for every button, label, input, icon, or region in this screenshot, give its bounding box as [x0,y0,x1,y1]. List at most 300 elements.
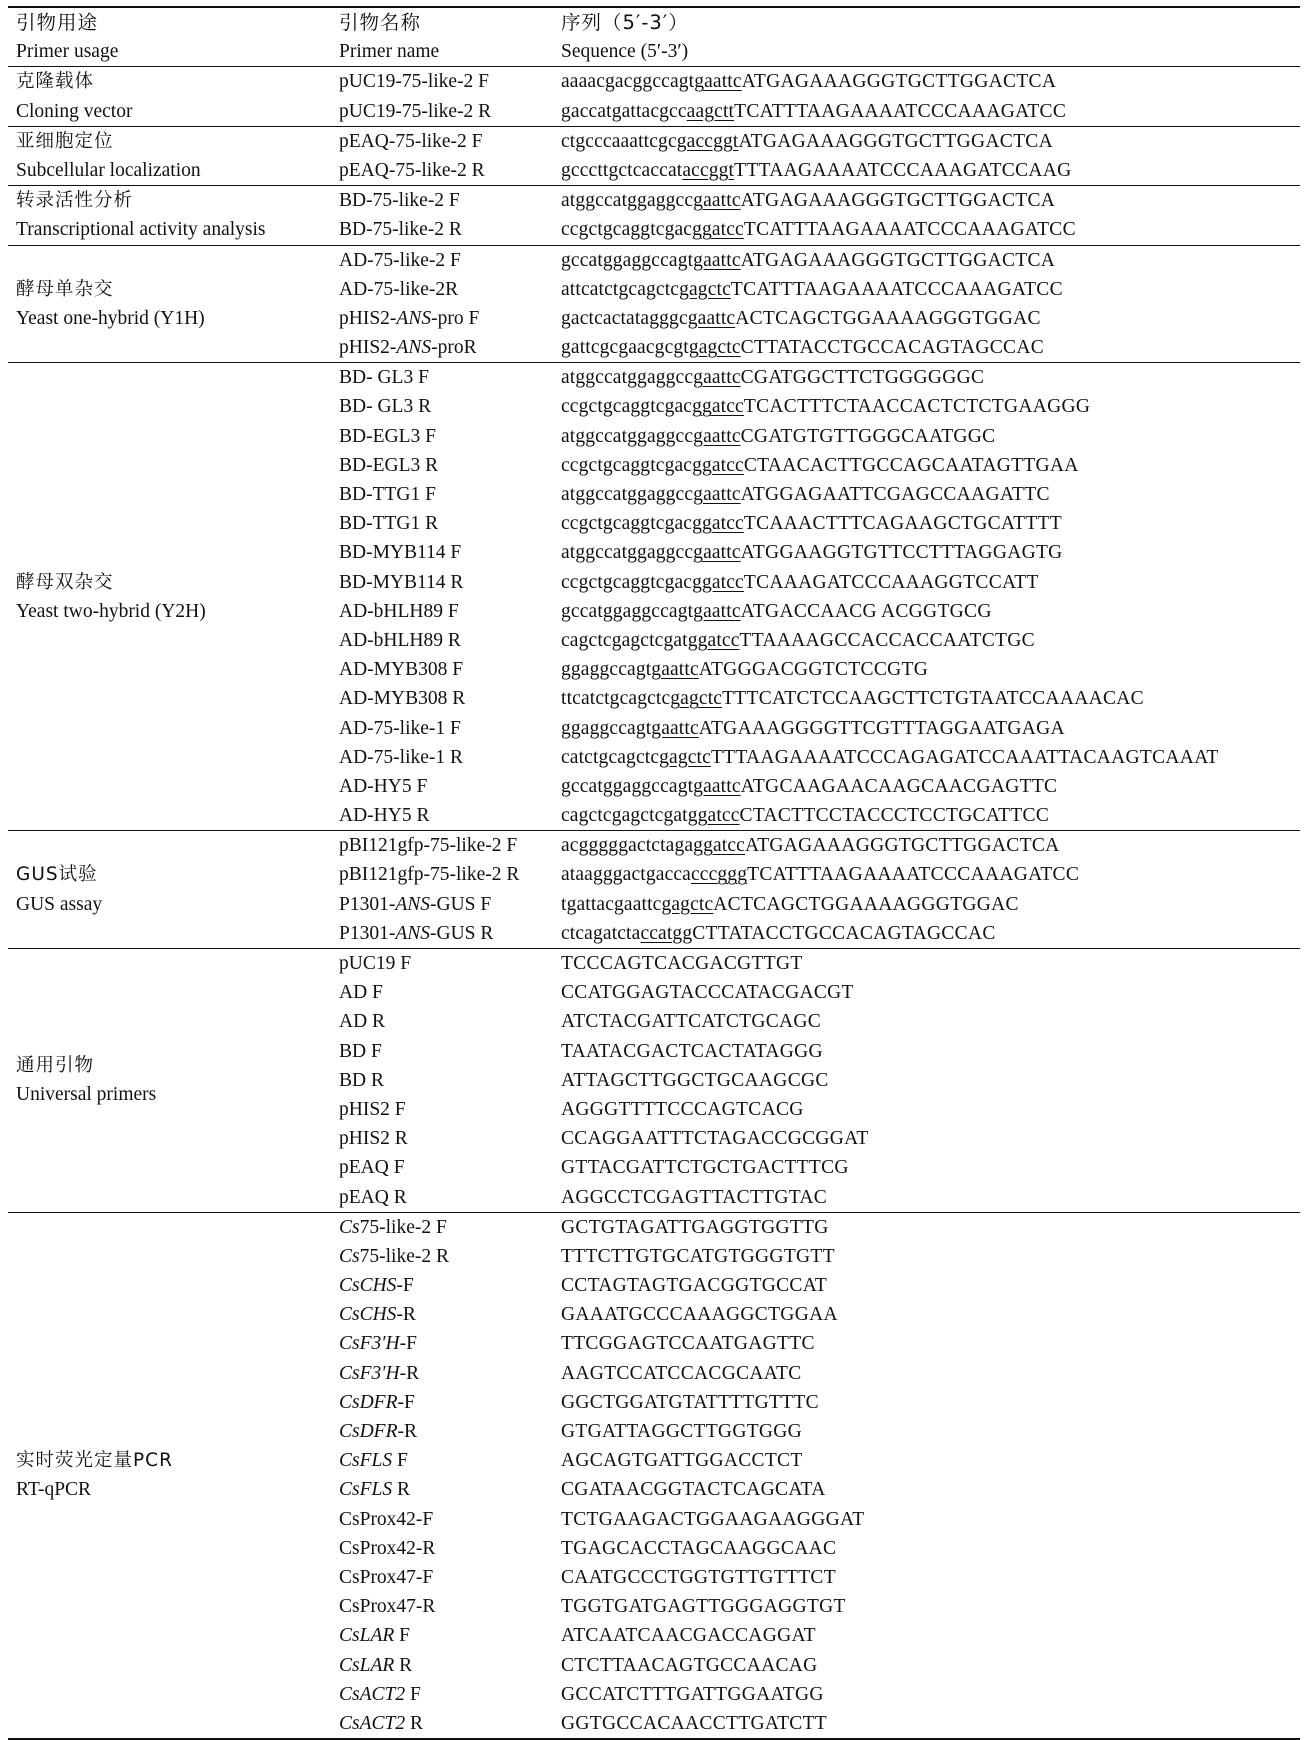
adapter-sequence: ccgctgcaggtcgac [561,219,693,241]
primer-name: CsLAR R [339,1654,413,1676]
table-row [8,655,1300,684]
gene-name-italic: CsDFR [339,1391,398,1413]
adapter-sequence: ttcatctgcagctc [561,688,671,710]
usage-cell [8,480,339,509]
gene-sequence: TCAAAGATCCCAAAGGTCCATT [743,571,1039,593]
primer-sequence [561,67,1300,96]
primer-name: CsDFR-F [339,1391,415,1413]
table-row [8,1388,1300,1417]
table-row [8,538,1300,567]
primer-name: CsCHS-F [339,1275,414,1297]
adapter-sequence: gccatggaggccagt [561,775,694,797]
gene-sequence: TTTAAGAAAATCCCAGAGATCCAAATTACAAGTCAAAT [710,746,1219,768]
table-row [8,156,1300,185]
gene-sequence: ATGAGAAAGGGTGCTTGGACTCA [740,190,1056,212]
primer-name: CsACT2 R [339,1712,423,1734]
sequence-text: CAATGCCCTGGTGTTGTTTCT [561,1566,836,1588]
primer-name: BD-EGL3 F [339,425,436,447]
section-4 [8,362,1300,830]
table-row [8,127,1300,156]
gene-sequence: TCATTTAAGAAAATCCCAAAGATCC [747,864,1080,886]
sequence-text: TCCCAGTCACGACGTTGT [561,953,803,974]
primer-sequence [561,1651,1300,1680]
gene-sequence: ATGGAGAATTCGAGCCAAGATTC [740,484,1050,505]
usage-cell [8,392,339,421]
section-6 [8,948,1300,1212]
sequence-text: GCCATCTTTGATTGGAATGG [561,1683,824,1705]
usage-cell [8,1680,339,1709]
restriction-site: ggatcc [693,835,745,857]
primer-sequence [561,156,1300,185]
primer-name: BD-MYB114 R [339,571,464,593]
primer-sequence [561,1007,1300,1036]
restriction-site: gaattc [693,600,741,622]
restriction-site: gaattc [693,542,741,564]
gene-sequence: CGATGGCTTCTGGGGGGC [740,367,985,389]
primer-name: AD-75-like-1 R [339,746,464,768]
usage-cell [8,1183,339,1212]
usage-cell [8,1534,339,1563]
gene-sequence: TTTAAGAAAATCCCAAAGATCCAAG [734,159,1072,181]
table-row [8,97,1300,126]
gene-sequence: TCATTTAAGAAAATCCCAAAGATCC [734,100,1067,122]
primer-sequence [561,772,1300,801]
primer-name: AD F [339,982,383,1004]
usage-cell [8,772,339,801]
restriction-site: gagctc [670,688,723,710]
adapter-sequence: ctcagatcta [561,922,641,944]
restriction-site: ggatcc [692,454,744,476]
gene-sequence: ATGCAAGAACAAGCAACGAGTTC [740,775,1058,797]
primer-name: BD-TTG1 R [339,513,439,535]
table-row [8,684,1300,713]
usage-cell [8,451,339,480]
table-row [8,1563,1300,1592]
primer-name: pHIS2-ANS-pro F [339,307,480,329]
section-label-en: Subcellular localization [16,159,201,181]
table-row [8,451,1300,480]
sequence-text: CCATGGAGTACCCATACGACGT [561,982,854,1004]
table-row [8,333,1300,362]
usage-cell [8,1007,339,1036]
usage-cell [8,626,339,655]
primer-name: pUC19 F [339,953,412,974]
gene-name-italic: ANS [396,307,432,329]
usage-cell [8,422,339,451]
primer-sequence [561,392,1300,421]
gene-sequence: ATGAGAAAGGGTGCTTGGACTCA [744,835,1060,857]
adapter-sequence: ccgctgcaggtcgac [561,571,693,593]
primer-name: pBI121gfp-75-like-2 R [339,864,520,886]
primer-sequence [561,186,1300,215]
table-row [8,1095,1300,1124]
table-row [8,186,1300,215]
table-row [8,1709,1300,1738]
primer-sequence [561,1359,1300,1388]
header-seq-cn: 序列（5′-3′） [561,11,689,34]
primer-sequence [561,860,1300,889]
table-row [8,831,1300,860]
primer-sequence [561,1153,1300,1182]
primer-sequence [561,215,1300,244]
restriction-site: gaattc [693,775,741,797]
usage-cell [8,1271,339,1300]
primer-name: CsProx42-F [339,1508,434,1530]
sequence-text: CTCTTAACAGTGCCAACAG [561,1654,818,1676]
primer-name: pHIS2 F [339,1098,406,1120]
primer-sequence [561,538,1300,567]
table-row [8,392,1300,421]
adapter-sequence: ctgcccaaattcgc [561,130,677,152]
primer-name: pEAQ-75-like-2 R [339,159,485,181]
usage-cell [8,1592,339,1621]
restriction-site: gagctc [688,337,741,359]
primer-sequence [561,246,1300,275]
primer-name: AD-75-like-2 F [339,249,461,271]
primer-sequence [561,1271,1300,1300]
usage-cell [8,538,339,567]
section-label-en: Yeast one-hybrid (Y1H) [16,307,205,329]
primer-sequence [561,890,1300,919]
table-row [8,1592,1300,1621]
section-label-cn: GUS试验 [16,864,98,886]
adapter-sequence: ccgctgcaggtcgac [561,513,693,535]
restriction-site: gaattc [693,249,741,271]
restriction-site: gagctc [659,746,711,768]
table-row [8,626,1300,655]
section-1 [8,126,1300,185]
table-row [8,1680,1300,1709]
table-row [8,1271,1300,1300]
adapter-sequence: atggccatggaggcc [561,190,694,212]
sequence-text: AAGTCCATCCACGCAATC [561,1362,802,1384]
primer-sequence [561,1621,1300,1650]
table-row [8,1417,1300,1446]
primer-sequence [561,978,1300,1007]
table-row [8,978,1300,1007]
primer-name: Cs75-like-2 R [339,1245,449,1267]
gene-sequence: ACTCAGCTGGAAAAGGGTGGAC [735,307,1041,329]
sequence-text: ATCTACGATTCATCTGCAGC [561,1011,822,1033]
adapter-sequence: gcccttgctcaccat [561,159,683,181]
primer-sequence [561,1213,1300,1242]
section-0 [8,66,1300,125]
table-row [8,801,1300,830]
primer-name: Cs75-like-2 F [339,1216,447,1238]
restriction-site: accggt [682,159,735,181]
sequence-text: GGTGCCACAACCTTGATCTT [561,1712,828,1734]
usage-cell [8,949,339,978]
gene-sequence: ATGAAAGGGGTTCGTTTAGGAATGAGA [698,717,1065,739]
section-label-cn: 克隆载体 [16,71,95,93]
primer-name: CsLAR F [339,1625,410,1647]
section-3 [8,245,1300,363]
header-name-cn: 引物名称 [339,11,422,34]
section-7 [8,1212,1300,1740]
restriction-site: ggatcc [692,571,744,593]
usage-cell [8,684,339,713]
header-row-en [8,37,1300,66]
primer-sequence [561,568,1300,597]
table-row [8,1621,1300,1650]
usage-cell [8,1242,339,1271]
primer-name: AD-HY5 F [339,775,428,797]
section-label-cn: 亚细胞定位 [16,130,114,152]
usage-cell [8,1329,339,1358]
usage-cell [8,1651,339,1680]
primer-name: BD-EGL3 R [339,454,439,476]
table-row [8,1534,1300,1563]
adapter-sequence: tgattacgaattc [561,893,662,915]
sequence-text: TTTCTTGTGCATGTGGGTGTT [561,1245,835,1267]
adapter-sequence: acgggggactctaga [561,835,694,857]
section-label-cn: 实时荧光定量PCR [16,1450,173,1472]
primer-sequence [561,1124,1300,1153]
restriction-site: ggatcc [692,513,744,535]
sequence-text: TGGTGATGAGTTGGGAGGTGT [561,1596,846,1618]
gene-sequence: TCATTTAAGAAAATCCCAAAGATCC [730,278,1063,300]
primer-name: CsCHS-R [339,1304,416,1326]
primer-name: pEAQ F [339,1157,405,1179]
table-row [8,949,1300,978]
table-row [8,1475,1300,1504]
primer-name: CsACT2 F [339,1683,421,1705]
gene-sequence: TCACTTTCTAACCACTCTCTGAAGGG [743,396,1091,418]
primer-table [8,6,1300,1740]
primer-name: BD-75-like-2 R [339,219,462,241]
section-label-cn: 转录活性分析 [16,190,134,212]
gene-name-italic: CsCHS [339,1304,397,1326]
usage-cell [8,801,339,830]
primer-name: BD F [339,1040,382,1062]
primer-sequence [561,1475,1300,1504]
usage-cell [8,1124,339,1153]
usage-cell [8,1563,339,1592]
gene-name-italic: CsFLS [339,1479,393,1501]
table-row [8,509,1300,538]
table-row [8,1213,1300,1242]
table-row [8,1124,1300,1153]
primer-name: BD- GL3 F [339,367,429,389]
adapter-sequence: ataagggactgacca [561,864,691,886]
section-label-en: Universal primers [16,1084,157,1106]
gene-name-italic: CsLAR [339,1625,395,1647]
primer-name: AD R [339,1011,386,1033]
primer-sequence [561,597,1300,626]
usage-cell [8,919,339,948]
gene-name-italic: CsACT2 [339,1683,406,1705]
primer-sequence [561,1329,1300,1358]
usage-cell [8,1300,339,1329]
sequence-text: TAATACGACTCACTATAGGG [561,1040,823,1062]
primer-sequence [561,304,1300,333]
primer-name: AD-75-like-1 F [339,717,461,739]
section-label-cn: 通用引物 [16,1055,95,1077]
table-row [8,1066,1300,1095]
adapter-sequence: atggccatggaggcc [561,425,694,447]
gene-name-italic: CsCHS [339,1275,397,1297]
primer-name: BD R [339,1069,384,1091]
primer-sequence [561,1417,1300,1446]
primer-sequence [561,1505,1300,1534]
sequence-text: AGGCCTCGAGTTACTTGTAC [561,1186,828,1208]
sequence-text: GAAATGCCCAAAGGCTGGAA [561,1304,838,1326]
adapter-sequence: atggccatggaggcc [561,542,694,564]
gene-name-italic: CsACT2 [339,1712,406,1734]
adapter-sequence: ggaggccagt [561,717,652,739]
table-row [8,1359,1300,1388]
primer-sequence [561,1300,1300,1329]
primer-name: CsF3′H-F [339,1333,417,1355]
section-label-en: Transcriptional activity analysis [16,219,266,241]
primer-sequence [561,743,1300,772]
primer-sequence [561,127,1300,156]
primer-sequence [561,801,1300,830]
usage-cell [8,978,339,1007]
primer-sequence [561,1446,1300,1475]
primer-sequence [561,919,1300,948]
adapter-sequence: gactcactatagggc [561,307,688,329]
adapter-sequence: catctgcagctc [561,746,660,768]
usage-cell [8,714,339,743]
usage-cell [8,1359,339,1388]
primer-name: pUC19-75-like-2 F [339,71,490,93]
adapter-sequence: ccgctgcaggtcgac [561,454,693,476]
primer-name: AD-MYB308 R [339,688,466,710]
primer-name: CsF3′H-R [339,1362,420,1384]
sequence-text: TGAGCACCTAGCAAGGCAAC [561,1537,837,1559]
restriction-site: gagctc [661,893,714,915]
table-row [8,1037,1300,1066]
adapter-sequence: ccgctgcaggtcgac [561,396,693,418]
primer-name: AD-MYB308 F [339,659,464,681]
adapter-sequence: atggccatggaggcc [561,484,694,505]
header-usage-cn: 引物用途 [16,11,99,34]
table-row [8,714,1300,743]
primer-name: CsProx47-F [339,1566,434,1588]
primer-name: AD-bHLH89 R [339,629,461,651]
primer-name: CsDFR-R [339,1421,417,1442]
sequence-text: ATCAATCAACGACCAGGAT [561,1625,816,1647]
section-label-en: Yeast two-hybrid (Y2H) [16,600,206,622]
primer-sequence [561,1095,1300,1124]
primer-sequence [561,1592,1300,1621]
table-row [8,480,1300,509]
gene-sequence: ATGAGAAAGGGTGCTTGGACTCA [741,71,1057,93]
gene-sequence: TCATTTAAGAAAATCCCAAAGATCC [743,219,1076,241]
primer-name: BD- GL3 R [339,396,432,418]
gene-sequence: CGATGTGTTGGGCAATGGC [740,425,996,447]
gene-sequence: CTTATACCTGCCACAGTAGCCAC [692,922,996,944]
section-5 [8,830,1300,948]
table-row [8,67,1300,96]
restriction-site: ggatcc [692,219,744,241]
sequence-text: CCAGGAATTTCTAGACCGCGGAT [561,1128,869,1150]
primer-name: CsFLS F [339,1450,408,1472]
header-seq-en: Sequence (5′-3′) [561,41,689,63]
primer-sequence [561,422,1300,451]
table-row [8,1329,1300,1358]
primer-name: AD-HY5 R [339,805,430,827]
usage-cell [8,333,339,362]
section-label-cn: 酵母双杂交 [16,571,114,593]
primer-sequence [561,626,1300,655]
gene-sequence: ATGAGAAAGGGTGCTTGGACTCA [740,249,1056,271]
header-name-en: Primer name [339,41,440,63]
usage-cell [8,1505,339,1534]
gene-name-italic: CsF3′H [339,1362,400,1384]
gene-sequence: ATGACCAACG ACGGTGCG [740,600,992,622]
section-label-en: RT-qPCR [16,1479,92,1501]
gene-sequence: CTACTTCCTACCCTCCTGCATTCC [739,805,1050,827]
primer-sequence [561,655,1300,684]
primer-sequence [561,451,1300,480]
primer-name: P1301-ANS-GUS F [339,893,492,915]
table-row [8,919,1300,948]
adapter-sequence: cagctcgagctcgat [561,805,688,827]
primer-name: BD-75-like-2 F [339,190,460,212]
usage-cell [8,743,339,772]
primer-sequence [561,714,1300,743]
primer-name: BD-TTG1 F [339,484,436,505]
restriction-site: gaattc [693,425,741,447]
restriction-site: gaattc [694,71,742,93]
sequence-text: GCTGTAGATTGAGGTGGTTG [561,1216,829,1238]
table-row [8,1007,1300,1036]
primer-sequence [561,1066,1300,1095]
table-row [8,246,1300,275]
restriction-site: gagctc [679,278,731,300]
primer-sequence [561,363,1300,392]
restriction-site: gaattc [693,484,741,505]
restriction-site: gaattc [693,367,741,389]
restriction-site: ggatcc [687,805,740,827]
restriction-site: gaattc [693,190,741,212]
primer-name: pEAQ R [339,1186,407,1208]
table-row [8,422,1300,451]
sequence-text: AGCAGTGATTGGACCTCT [561,1450,803,1472]
sequence-text: AGGGTTTTCCCAGTCACG [561,1098,804,1120]
usage-cell [8,655,339,684]
primer-sequence [561,1183,1300,1212]
primer-sequence [561,684,1300,713]
gene-name-italic: CsF3′H [339,1333,400,1355]
table-row [8,363,1300,392]
restriction-site: gaattc [651,659,699,681]
header-usage-en: Primer usage [16,41,119,63]
adapter-sequence: attcatctgcagctc [561,278,680,300]
restriction-site: ccatgg [640,922,693,944]
sequence-text: TCTGAAGACTGGAAGAAGGGAT [561,1508,865,1530]
primer-name: pHIS2 R [339,1128,408,1150]
restriction-site: gaccggt [676,130,739,152]
table-row [8,568,1300,597]
primer-name: pUC19-75-like-2 R [339,100,492,122]
primer-sequence [561,480,1300,509]
table-row [8,1651,1300,1680]
usage-cell [8,1417,339,1446]
gene-name-italic: Cs [339,1216,360,1238]
primer-name: BD-MYB114 F [339,542,462,564]
sequence-text: CGATAACGGTACTCAGCATA [561,1479,826,1501]
header-row-cn [8,8,1300,37]
primer-sequence [561,1037,1300,1066]
primer-sequence [561,509,1300,538]
section-2 [8,185,1300,244]
primer-name: CsProx42-R [339,1537,436,1559]
gene-sequence: TTAAAAGCCACCACCAATCTGC [739,629,1035,651]
gene-name-italic: ANS [396,337,432,359]
